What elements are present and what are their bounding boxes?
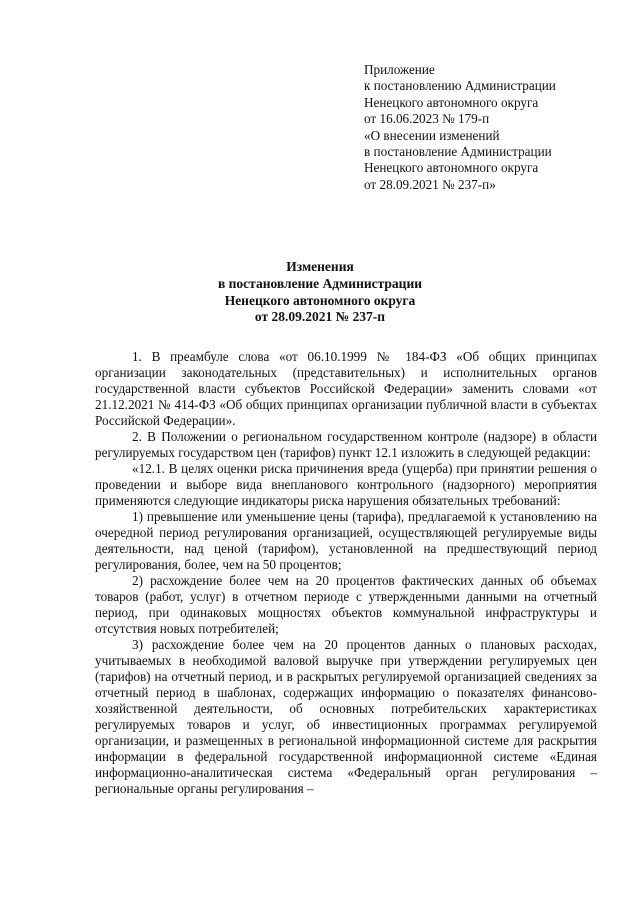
appendix-line: к постановлению Администрации xyxy=(364,78,556,94)
paragraph-12-1: «12.1. В целях оценки риска причинения вреда (ущерба) при принятии решения о проведении и выборе вида внепланового контрольного (надзорного) мероприятия применяются следующие индикаторы риска нарушения обязательных требований: xyxy=(95,461,597,508)
document-title xyxy=(0,259,640,326)
appendix-line: от 28.09.2021 № 237-п» xyxy=(364,176,496,192)
indicator-1: 1) превышение или уменьшение цены (тарифа), предлагаемой к установлению на очередной период регулирования организацией, осуществляющей регулируемые виды деятельности, над ценой (тарифом), установленной на предшествующий период регулирования, более, чем на 50 процентов; xyxy=(95,509,597,572)
indicator-2: 2) расхождение более чем на 20 процентов фактических данных об объемах товаров (работ, услуг) в отчетном периоде с утвержденными данными на отчетный период, при одинаковых мощностях объектов коммунальной инфраструктуры и отсутствия новых потребителей; xyxy=(95,573,597,636)
title-line: Ненецкого автономного округа xyxy=(224,292,416,308)
appendix-line: «О внесении изменений xyxy=(364,127,500,143)
title-line: от 28.09.2021 № 237-п xyxy=(254,309,386,325)
title-line: в постановление Администрации xyxy=(217,275,423,291)
appendix-line: в постановление Администрации xyxy=(364,144,552,160)
appendix-line: Ненецкого автономного округа xyxy=(364,160,539,176)
paragraph-item-2: 2. В Положении о региональном государственном контроле (надзоре) в области регулируемых государством цен (тарифов) пункт 12.1 изложить в следующей редакции: xyxy=(95,429,597,460)
indicator-3: 3) расхождение более чем на 20 процентов данных о плановых расходах, учитываемых в необходимой валовой выручке при утверждении регулируемых цен (тарифов) на отчетный период, и в раскрытых регулируемой организацией сведениях за отчетный период в шаблонах, содержащих информацию о показателях финансово-хозяйственной деятельности, об основных потребительских характеристиках регулируемых товаров и услуг, об инвестиционных программах регулируемой организации, и размещенных в региональной информационной системе для раскрытия информации в федеральной государственной информационной системе «Единая информационно-аналитическая система «Федеральный орган регулирования – региональные органы регулирования – xyxy=(95,637,597,796)
title-line: Изменения xyxy=(286,259,354,274)
appendix-line: от 16.06.2023 № 179-п xyxy=(364,111,490,127)
appendix-line: Приложение xyxy=(364,62,435,77)
appendix-line: Ненецкого автономного округа xyxy=(364,94,539,110)
document-body xyxy=(95,349,597,797)
paragraph-item-1: 1. В преамбуле слова «от 06.10.1999 № 184-ФЗ «Об общих принципах организации законодательных (представительных) и исполнительных органов государственной власти субъектов Российской Федерации» заменить словами «от 21.12.2021 № 414-ФЗ «Об общих принципах организации публичной власти в субъектах Российской Федерации». xyxy=(95,349,597,428)
appendix-header xyxy=(364,62,614,193)
